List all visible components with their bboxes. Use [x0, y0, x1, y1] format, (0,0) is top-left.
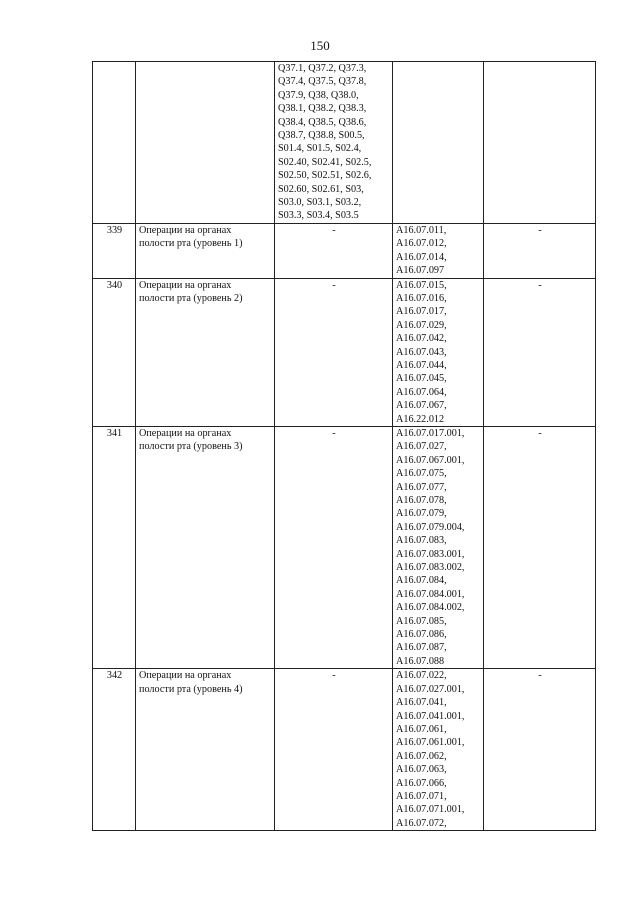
diagnosis-code-line: Q37.9, Q38, Q38.0, — [278, 89, 359, 101]
service-codes-cell — [393, 669, 484, 831]
table-row — [93, 223, 596, 278]
other-cell — [484, 62, 596, 224]
service-code-line: A16.07.084.001, — [396, 588, 465, 600]
service-code-line: A16.07.027, — [396, 441, 447, 453]
service-code-line: A16.07.097 — [396, 265, 445, 277]
service-codes-cell — [393, 62, 484, 224]
table-row-continuation — [93, 62, 596, 224]
service-code-line: A16.07.017.001, — [396, 427, 465, 439]
service-code-line: A16.07.083.002, — [396, 562, 465, 574]
service-code-line: A16.07.071, — [396, 790, 447, 802]
diagnosis-codes-cell — [275, 62, 393, 224]
service-code-line: A16.07.087, — [396, 642, 447, 654]
service-code-line: A16.07.084.002, — [396, 602, 465, 614]
table-row — [93, 669, 596, 831]
other-cell: - — [484, 669, 596, 831]
diagnosis-cell: - — [275, 223, 393, 278]
service-code-line: A16.07.071.001, — [396, 804, 465, 816]
diagnosis-code-line: Q38.7, Q38.8, S00.5, — [278, 130, 365, 142]
table-row — [93, 278, 596, 426]
row-name-line: Операции на органах — [139, 427, 232, 439]
service-code-line: A16.07.017, — [396, 306, 447, 318]
service-code-line: A16.07.067, — [396, 400, 447, 412]
diagnosis-code-line: Q38.4, Q38.5, Q38.6, — [278, 116, 367, 128]
service-code-line: A16.07.042, — [396, 333, 447, 345]
diagnosis-code-line: S01.4, S01.5, S02.4, — [278, 143, 362, 155]
row-name-line: Операции на органах — [139, 279, 232, 291]
row-name-cell — [136, 62, 275, 224]
service-code-line: A16.07.064, — [396, 386, 447, 398]
row-name-cell — [136, 223, 275, 278]
service-code-line: A16.07.088 — [396, 655, 445, 667]
diagnosis-cell: - — [275, 278, 393, 426]
diagnosis-code-line: Q37.4, Q37.5, Q37.8, — [278, 76, 367, 88]
service-code-line: A16.22.012 — [396, 413, 445, 425]
service-code-line: A16.07.015, — [396, 279, 447, 291]
service-code-line: A16.07.072, — [396, 817, 447, 829]
other-cell: - — [484, 278, 596, 426]
service-code-line: A16.07.016, — [396, 292, 447, 304]
row-number-cell: 340 — [93, 278, 136, 426]
table-body — [93, 62, 596, 831]
service-code-line: A16.07.085, — [396, 615, 447, 627]
page-number: 150 — [310, 38, 330, 53]
service-code-line: A16.07.027.001, — [396, 683, 465, 695]
service-code-line: A16.07.083.001, — [396, 548, 465, 560]
service-code-line: A16.07.061, — [396, 723, 447, 735]
row-number-cell: 339 — [93, 223, 136, 278]
row-name-cell — [136, 426, 275, 668]
service-codes-cell — [393, 426, 484, 668]
service-code-line: A16.07.062, — [396, 750, 447, 762]
service-code-line: A16.07.041, — [396, 697, 447, 709]
service-code-line: A16.07.077, — [396, 481, 447, 493]
row-name-line: Операции на органах — [139, 224, 232, 236]
service-code-line: A16.07.079.004, — [396, 521, 465, 533]
row-number-cell — [93, 62, 136, 224]
row-number-cell: 341 — [93, 426, 136, 668]
diagnosis-code-line: S02.60, S02.61, S03, — [278, 183, 364, 195]
table-row — [93, 426, 596, 668]
service-code-line: A16.07.066, — [396, 777, 447, 789]
service-code-line: A16.07.061.001, — [396, 737, 465, 749]
row-name-line: полости рта (уровень 3) — [139, 441, 243, 453]
row-name-line: полости рта (уровень 1) — [139, 238, 243, 250]
other-cell: - — [484, 426, 596, 668]
service-code-line: A16.07.044, — [396, 359, 447, 371]
service-codes-cell — [393, 278, 484, 426]
service-codes-cell — [393, 223, 484, 278]
service-code-line: A16.07.084, — [396, 575, 447, 587]
diagnosis-code-line: S03.0, S03.1, S03.2, — [278, 197, 362, 209]
service-code-line: A16.07.078, — [396, 495, 447, 506]
service-code-line: A16.07.029, — [396, 319, 447, 331]
service-code-line: A16.07.012, — [396, 238, 447, 250]
diagnosis-code-line: S03.3, S03.4, S03.5 — [278, 210, 359, 222]
service-code-line: A16.07.083, — [396, 535, 447, 547]
row-name-cell — [136, 669, 275, 831]
diagnosis-code-line: Q38.1, Q38.2, Q38.3, — [278, 103, 367, 115]
document-table — [92, 61, 596, 831]
row-name-line: Операции на органах — [139, 670, 232, 682]
service-code-line: A16.07.041.001, — [396, 710, 465, 722]
service-code-line: A16.07.045, — [396, 373, 447, 385]
row-number-cell: 342 — [93, 669, 136, 831]
diagnosis-cell: - — [275, 426, 393, 668]
service-code-line: A16.07.022, — [396, 670, 447, 682]
diagnosis-code-line: Q37.1, Q37.2, Q37.3, — [278, 63, 367, 74]
service-code-line: A16.07.067.001, — [396, 454, 465, 466]
row-name-line: полости рта (уровень 4) — [139, 683, 243, 695]
service-code-line: A16.07.079, — [396, 508, 447, 520]
service-code-line: A16.07.075, — [396, 468, 447, 480]
service-code-line: A16.07.063, — [396, 764, 447, 776]
service-code-line: A16.07.014, — [396, 251, 447, 263]
diagnosis-code-line: S02.50, S02.51, S02.6, — [278, 170, 372, 182]
service-code-line: A16.07.086, — [396, 629, 447, 641]
diagnosis-code-line: S02.40, S02.41, S02.5, — [278, 156, 372, 168]
other-cell: - — [484, 223, 596, 278]
diagnosis-cell: - — [275, 669, 393, 831]
row-name-cell — [136, 278, 275, 426]
service-code-line: A16.07.043, — [396, 346, 447, 358]
service-code-line: A16.07.011, — [396, 224, 447, 236]
row-name-line: полости рта (уровень 2) — [139, 292, 243, 304]
